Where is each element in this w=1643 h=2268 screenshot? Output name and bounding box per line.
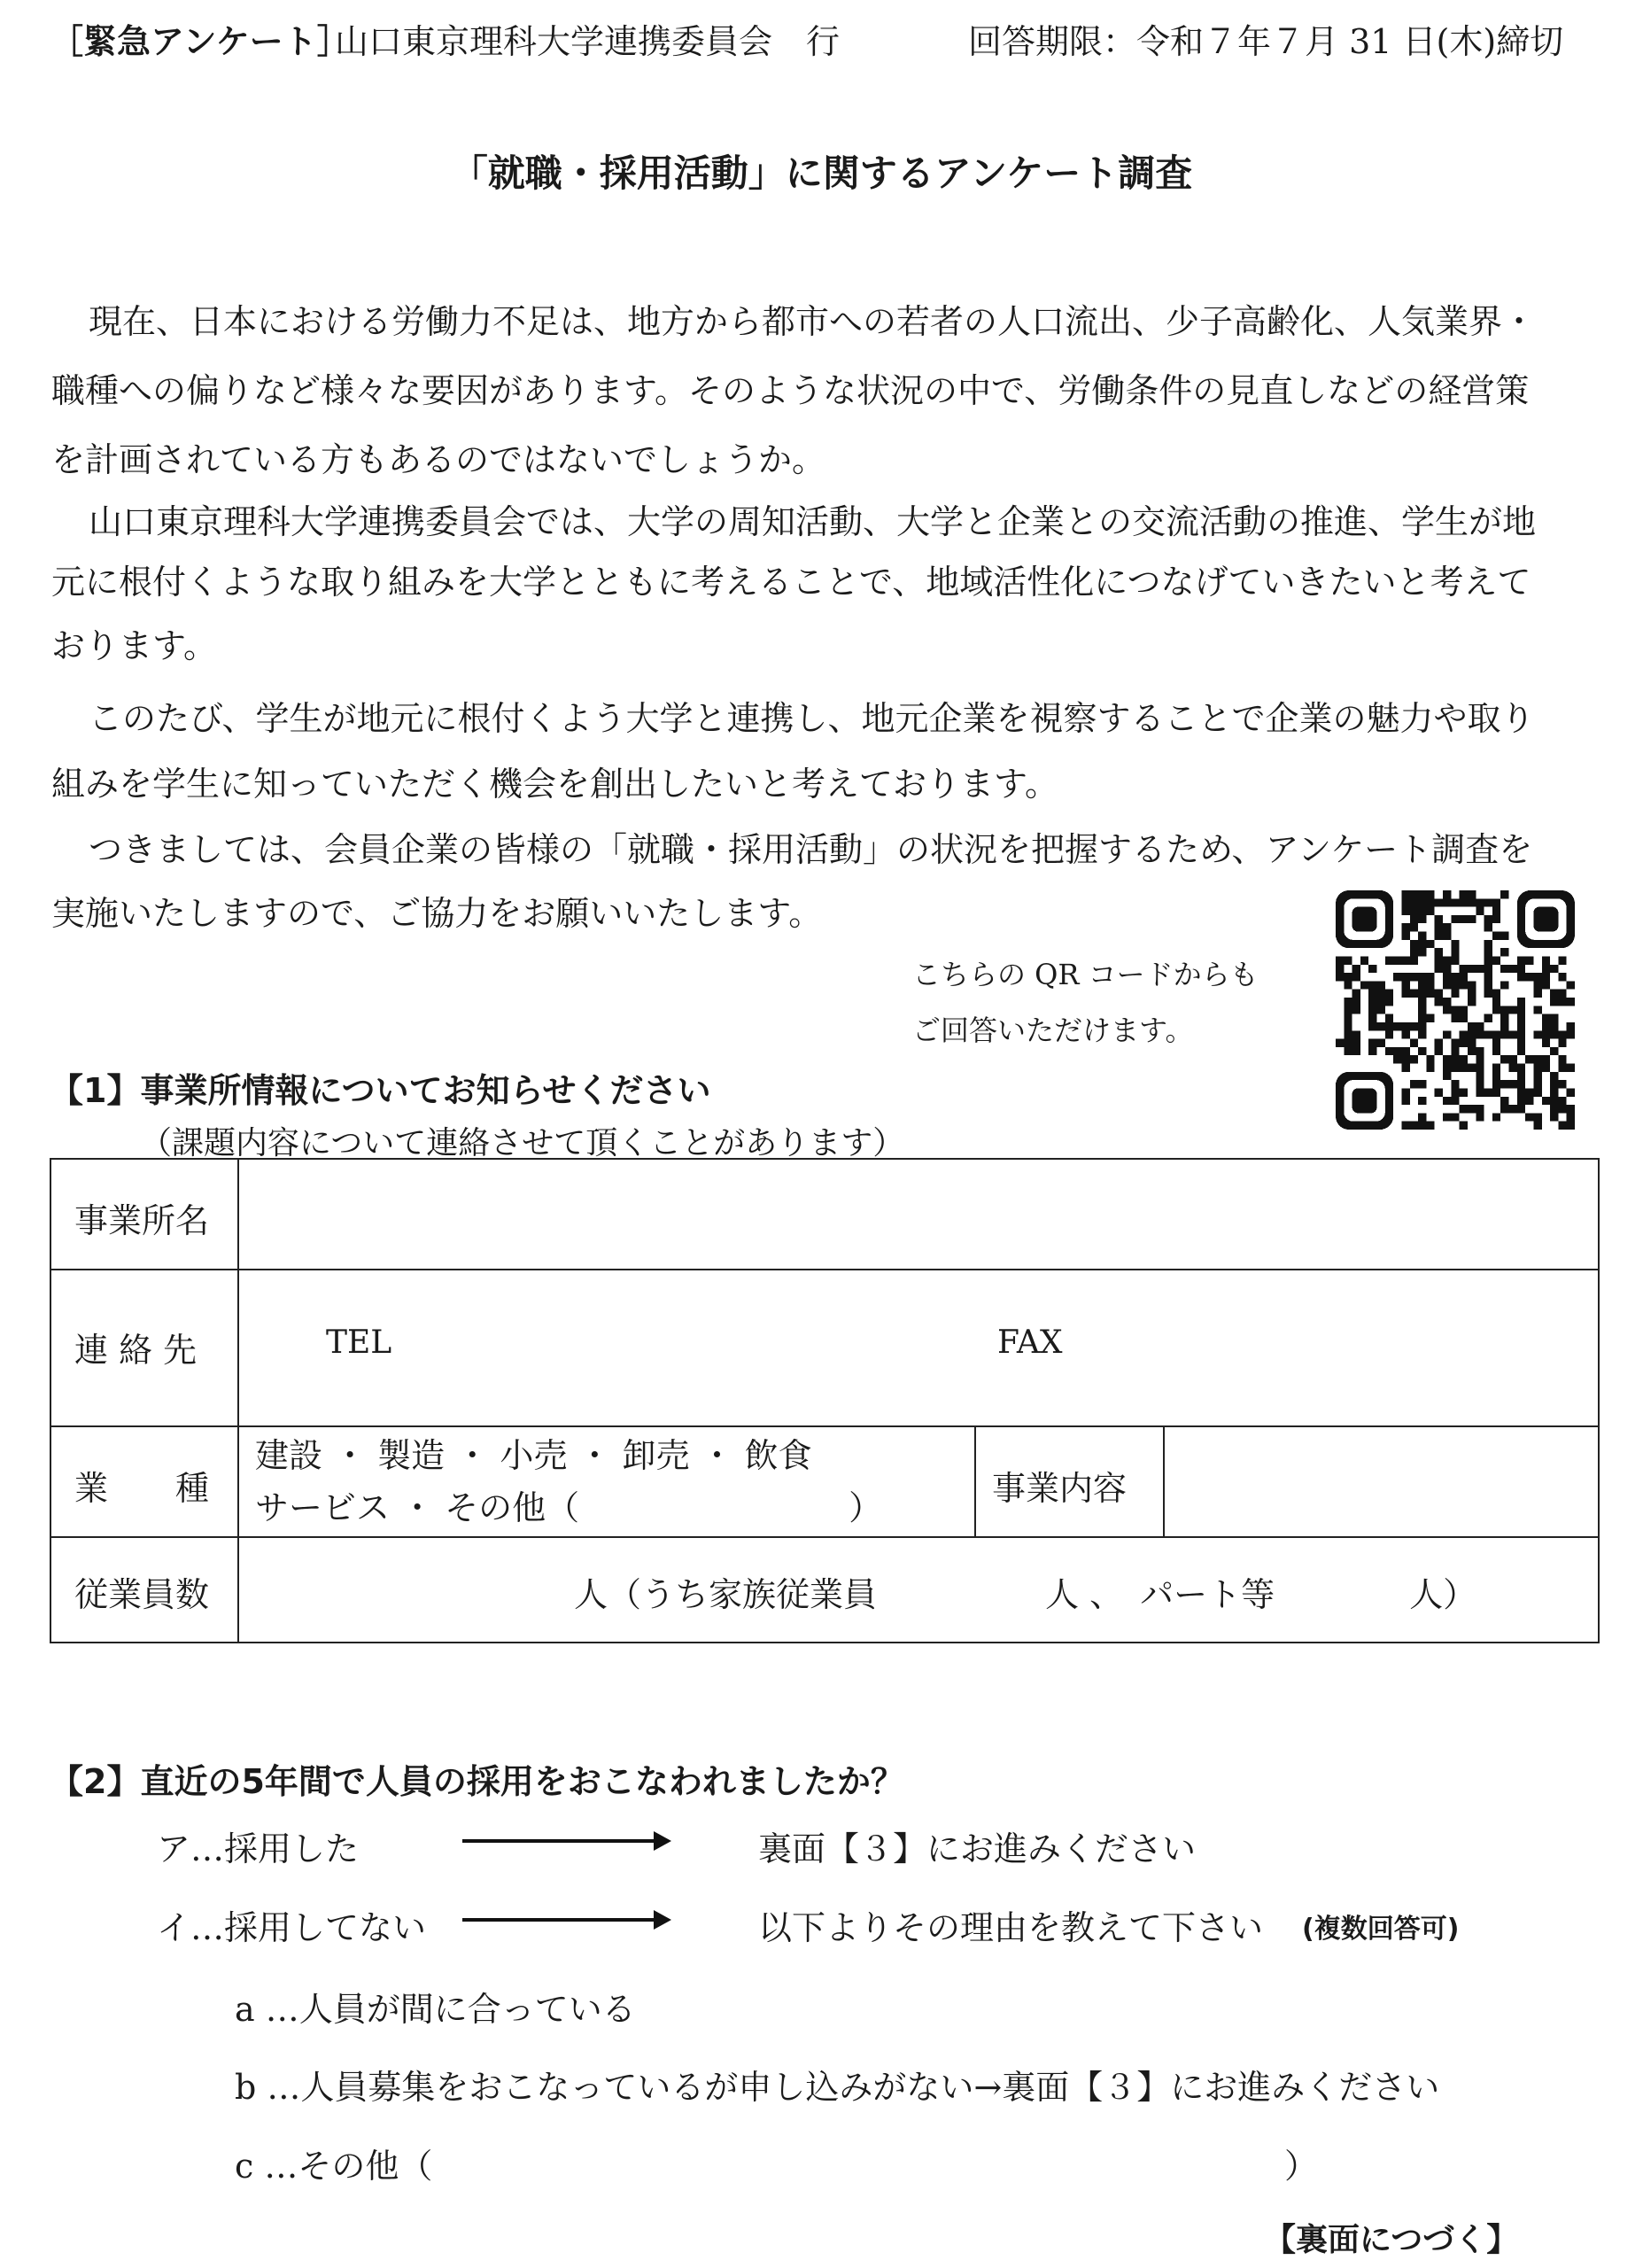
office-name-field[interactable] [239,1160,1598,1268]
continue-note: 【裏面につづく】 [1264,2222,1519,2258]
intro-line: 山口東京理科大学連携委員会では、大学の周知活動、大学と企業との交流活動の推進、学生が地 [89,502,1537,541]
qr-note-line: ご回答いただけます。 [912,1014,1194,1047]
fax-label: FAX [997,1324,1063,1361]
fax-field[interactable] [1097,1275,1593,1417]
addressee: 山口東京理科大学連携委員会 行 [335,22,841,61]
intro-line: このたび、学生が地元に根付くよう大学と連携し、地元企業を視察することで企業の魅力や取り [89,699,1535,738]
table-divider [1163,1425,1165,1536]
table-divider [974,1425,976,1536]
option-i[interactable]: イ…採用してない [157,1908,427,1947]
employees-line[interactable]: 人（うち家族従業員 人 、 パート等 人） [574,1575,1477,1614]
tel-field[interactable] [423,1275,955,1417]
intro-line: 実施いたしますので、ご協力をお願いいたします。 [51,894,823,933]
table-divider [51,1536,1598,1538]
section2-heading: 【2】直近の5年間で人員の採用をおこなわれましたか？ [50,1762,904,1801]
industry-options-line[interactable]: サービス ・ その他（ ） [255,1488,883,1527]
contact-label: 連 絡 先 [74,1331,198,1370]
industry-options-line[interactable]: 建設 ・ 製造 ・ 小売 ・ 卸売 ・ 飲食 [255,1436,812,1475]
option-i-destination: 以下よりその理由を教えて下さい [758,1908,1264,1947]
intro-line: 組みを学生に知っていただく機会を創出したいと考えております。 [51,765,1058,804]
tel-label: TEL [326,1324,392,1361]
qr-code[interactable] [1336,890,1575,1130]
business-content-field[interactable] [1166,1427,1598,1535]
employees-label: 従業員数 [74,1575,210,1614]
deadline: 回答期限：令和７年７月 31 日(木)締切 [968,22,1564,61]
intro-line: おります。 [51,626,217,665]
option-a-destination: 裏面【３】にお進みください [758,1829,1197,1868]
intro-line: 職種への偏りなど様々な要因があります。そのような状況の中で、労働条件の見直しなどの経営策 [51,371,1530,410]
industry-label: 業 種 [74,1469,210,1508]
reason-c[interactable]: c …その他（ [235,2147,433,2186]
office-info-table [50,1158,1600,1643]
qr-note-line: こちらの QR コードからも [912,958,1259,991]
intro-line: 現在、日本における労働力不足は、地方から都市への若者の人口流出、少子高齢化、人気業界・ [89,302,1537,341]
section1-heading: 【1】事業所情報についてお知らせください [50,1071,711,1110]
section1-note: （課題内容について連絡させて頂くことがあります） [140,1125,905,1161]
table-divider [51,1269,1598,1270]
multiple-answers-note: (複数回答可) [1302,1914,1460,1945]
arrow-icon [462,1918,668,1922]
intro-line: 元に根付くような取り組みを大学とともに考えることで、地域活性化につなげていきたいと考えて [51,563,1531,602]
reason-a[interactable]: a …人員が間に合っている [235,1990,636,2029]
intro-line: を計画されている方もあるのではないでしょうか。 [51,440,826,479]
reason-c-close: ） [1284,2147,1319,2186]
reason-b[interactable]: b …人員募集をおこなっているが申し込みがない→裏面【３】にお進みください [235,2068,1440,2107]
option-a[interactable]: ア…採用した [157,1829,360,1868]
business-content-label: 事業内容 [992,1469,1128,1508]
intro-line: つきましては、会員企業の皆様の「就職・採用活動」の状況を把握するため、アンケート調査を [89,830,1533,869]
page-title: 「就職・採用活動」に関するアンケート調査 [450,151,1193,195]
office-name-label: 事業所名 [74,1201,210,1240]
urgent-tag: ［緊急アンケート］ [50,22,351,61]
arrow-icon [462,1839,668,1843]
